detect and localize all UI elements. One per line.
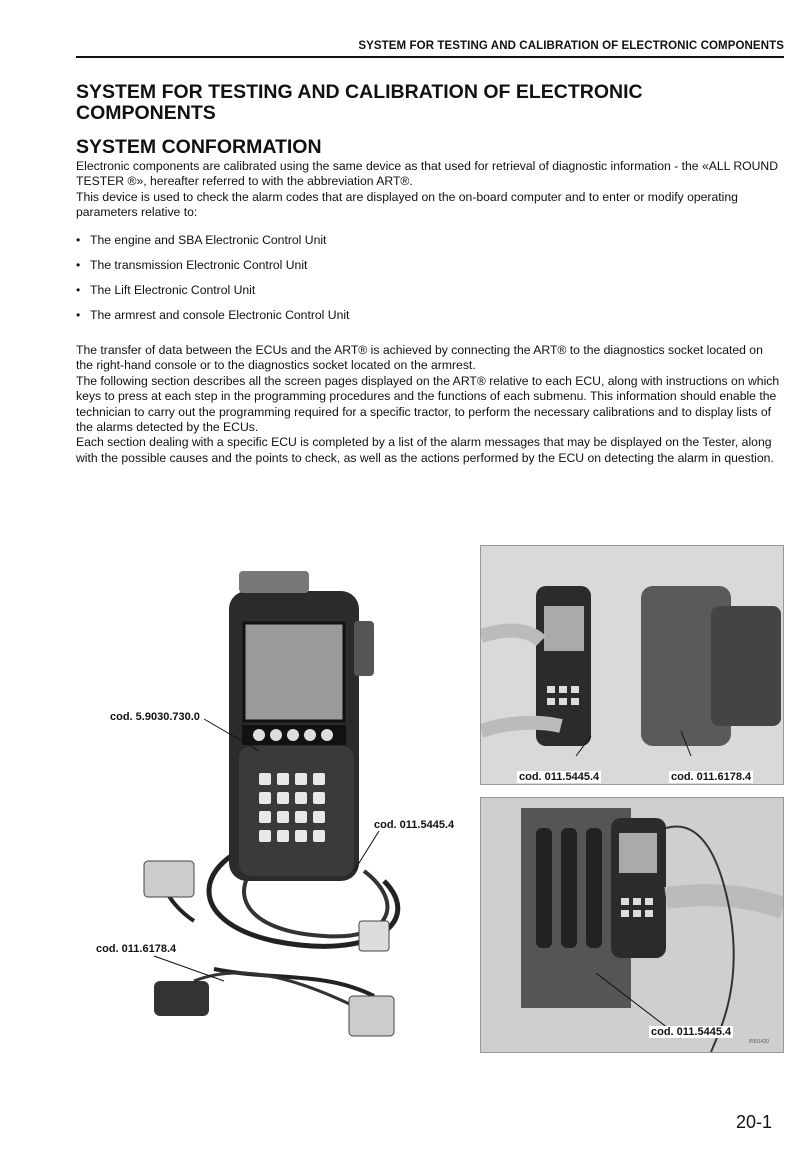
- intro-text: [76, 159, 782, 221]
- section-title: SYSTEM CONFORMATION: [76, 136, 322, 158]
- page-title: SYSTEM FOR TESTING AND CALIBRATION OF ELECTRONIC COMPONENTS: [76, 81, 643, 124]
- callout-cable-main: cod. 011.5445.4: [374, 819, 455, 831]
- paragraph: Electronic components are calibrated using the same device as that used for retrieval of diagnostic information - the «ALL ROUND TESTER ®», hereafter referred to with the abbreviation ART®.: [76, 159, 779, 189]
- tester-photo: [74, 541, 478, 1047]
- paragraph: The following section describes all the screen pages displayed on the ART® relative to each ECU, along with instructions on which keys to press at each step in the programming procedures and the functions of each submenu. This information should enable the technician to carry out the programming required for a specific tractor, to perform the necessary calibrations and to display lists of the alarms detected by the ECUs.: [76, 373, 780, 435]
- paragraph: Each section dealing with a specific ECU is completed by a list of the alarm messages that may be displayed on the Tester, along with the possible causes and the points to check, as well as the actions performed by the ECU on detecting the alarm in question.: [76, 435, 774, 465]
- callout-tester: cod. 5.9030.730.0: [110, 711, 200, 723]
- callout-cable-adapter: cod. 011.6178.4: [96, 943, 177, 955]
- list-item: [76, 233, 776, 258]
- list-item-text: The armrest and console Electronic Control Unit: [90, 308, 350, 322]
- installation-photo-console: [480, 545, 784, 785]
- transfer-text: [76, 343, 782, 466]
- list-item: [76, 308, 776, 333]
- paragraph: This device is used to check the alarm codes that are displayed on the on-board computer and to enter or modify operating parameters relative to:: [76, 189, 738, 220]
- figure-reference: P001420: [749, 1039, 770, 1045]
- bullet-icon: •: [76, 308, 81, 322]
- callout-rt-left: cod. 011.5445.4: [519, 771, 600, 783]
- page-number: 20-1: [736, 1112, 773, 1132]
- bullet-icon: •: [76, 283, 81, 297]
- callout-rt-right: cod. 011.6178.4: [671, 771, 752, 783]
- bullet-icon: •: [76, 258, 81, 272]
- list-item-text: The transmission Electronic Control Unit: [90, 258, 308, 272]
- installation-photo-armrest: [480, 797, 784, 1053]
- list-item-text: The Lift Electronic Control Unit: [90, 283, 256, 297]
- ecu-list: [76, 233, 776, 333]
- running-header: SYSTEM FOR TESTING AND CALIBRATION OF ELECTRONIC COMPONENTS: [358, 40, 784, 52]
- callout-rb: cod. 011.5445.4: [651, 1026, 732, 1038]
- list-item: [76, 283, 776, 308]
- header-rule: [76, 56, 784, 58]
- list-item: [76, 258, 776, 283]
- figure: [74, 527, 786, 1055]
- list-item-text: The engine and SBA Electronic Control Unit: [90, 233, 327, 247]
- bullet-icon: •: [76, 233, 81, 247]
- paragraph: The transfer of data between the ECUs and the ART® is achieved by connecting the ART® to the diagnostics socket located on the right-hand console or to the diagnostics socket located on the armrest.: [76, 343, 763, 373]
